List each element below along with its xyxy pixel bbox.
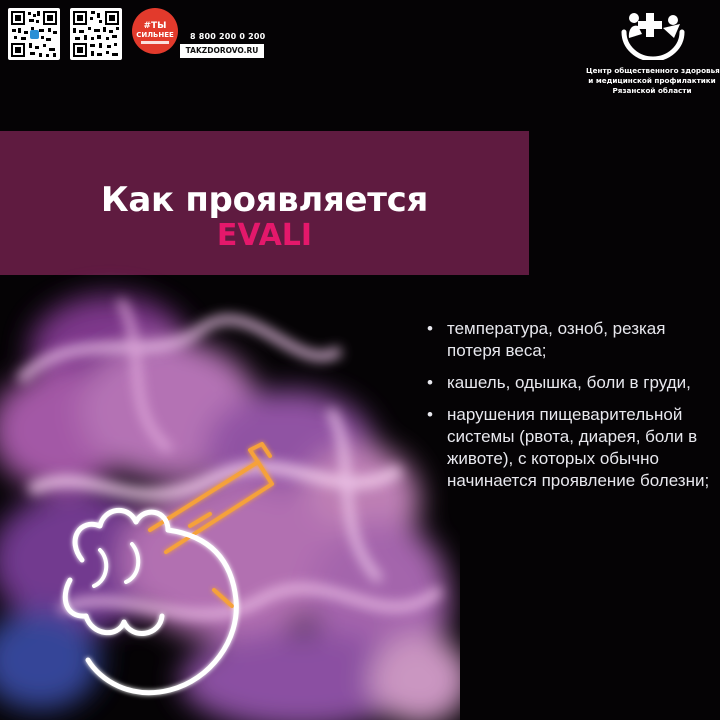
campaign-badge-text-2: СИЛЬНЕЕ <box>136 31 174 39</box>
campaign-site-link[interactable]: TAKZDOROVO.RU <box>180 44 264 58</box>
qr-code-right[interactable] <box>70 8 122 60</box>
symptom-text: температура, озноб, резкая потеря веса; <box>447 319 666 360</box>
qr-code-left[interactable] <box>8 8 60 60</box>
organization-logo <box>618 8 688 60</box>
symptom-text: кашель, одышка, боли в груди, <box>447 373 691 392</box>
campaign-logo[interactable] <box>132 8 272 60</box>
bullet: • <box>427 319 433 338</box>
campaign-badge-icon <box>132 8 178 54</box>
list-item <box>423 372 720 394</box>
list-item <box>423 404 720 492</box>
qr-code-icon <box>70 8 122 60</box>
symptoms-list <box>423 318 720 502</box>
title-banner <box>0 131 529 275</box>
page-title-accent: EVALI <box>216 218 313 253</box>
qr-code-icon <box>8 8 60 60</box>
symptom-text: нарушения пищеварительной системы (рвота, диарея, боли в животе), с которых обычно начинается проявление болезни; <box>447 405 710 490</box>
organization-name-line: и медицинской профилактики <box>588 76 716 85</box>
campaign-badge-text-1: #ТЫ <box>143 21 167 31</box>
bullet: • <box>427 405 433 424</box>
organization-name-line: Центр общественного здоровья <box>586 66 720 75</box>
organization-name <box>586 66 718 96</box>
campaign-badge <box>132 8 178 54</box>
list-item <box>423 318 720 362</box>
bullet: • <box>427 373 433 392</box>
organization-name-line: Рязанской области <box>612 86 692 95</box>
page-title: Как проявляется <box>100 180 429 220</box>
medical-cross-figure-icon <box>618 8 688 60</box>
campaign-phone: 8 800 200 0 200 <box>190 32 266 41</box>
smoke-illustration <box>0 260 460 720</box>
